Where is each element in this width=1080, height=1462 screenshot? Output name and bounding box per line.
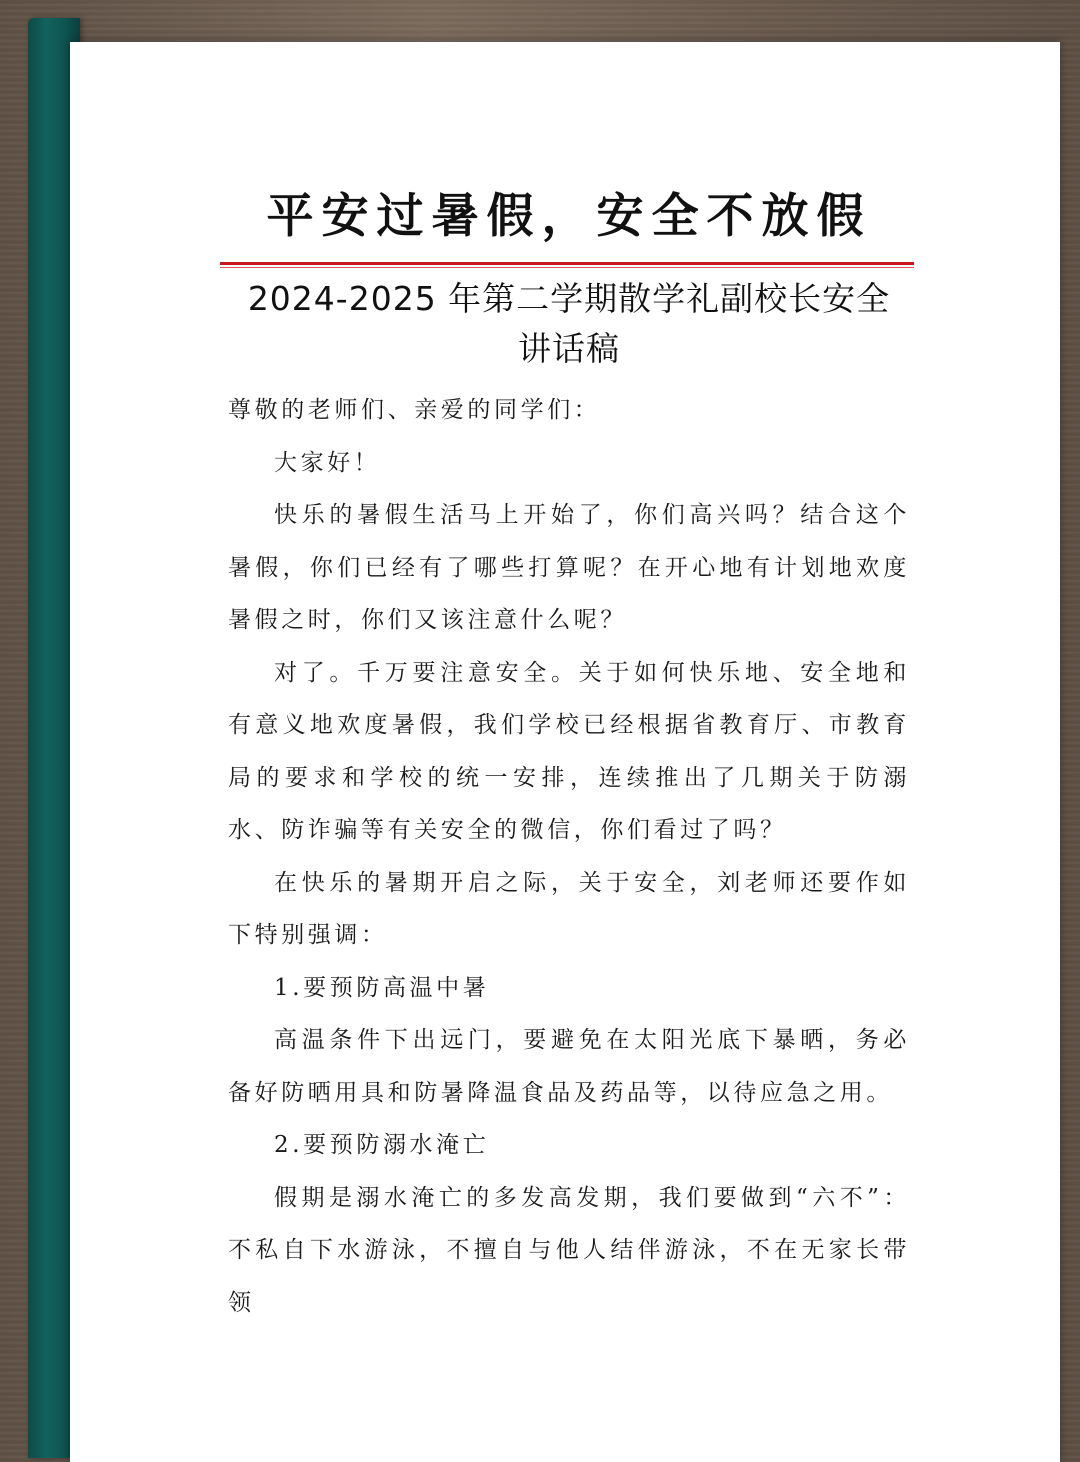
document-body xyxy=(228,384,910,1329)
document-content xyxy=(228,180,910,1329)
section-heading-2: 2.要预防溺水淹亡 xyxy=(274,1132,490,1158)
document-subtitle xyxy=(228,274,910,374)
subtitle-line-2: 讲话稿 xyxy=(518,329,620,368)
subtitle-line-1: 2024-2025 年第二学期散学礼副校长安全 xyxy=(247,279,891,318)
title-divider-thick xyxy=(220,262,914,265)
paragraph: 在快乐的暑期开启之际，关于安全，刘老师还要作如下特别强调： xyxy=(228,869,910,948)
greeting: 尊敬的老师们、亲爱的同学们： xyxy=(228,397,601,423)
paragraph: 假期是溺水淹亡的多发高发期，我们要做到“六不”：不私自下水游泳，不擅自与他人结伴游泳，不在无家长带领 xyxy=(228,1184,910,1316)
paragraph: 高温条件下出远门，要避免在太阳光底下暴晒，务必备好防晒用具和防暑降温食品及药品等，以待应急之用。 xyxy=(228,1027,910,1106)
title-divider xyxy=(220,262,914,268)
paragraph: 对了。千万要注意安全。关于如何快乐地、安全地和有意义地欢度暑假，我们学校已经根据省教育厅、市教育局的要求和学校的统一安排，连续推出了几期关于防溺水、防诈骗等有关安全的微信，你们看过了吗？ xyxy=(228,659,910,843)
title-divider-thin xyxy=(220,267,914,268)
document-title: 平安过暑假，安全不放假 xyxy=(266,189,872,244)
section-heading-1: 1.要预防高温中暑 xyxy=(274,974,490,1001)
paragraph: 快乐的暑假生活马上开始了，你们高兴吗？结合这个暑假，你们已经有了哪些打算呢？在开心地有计划地欢度暑假之时，你们又该注意什么呢？ xyxy=(228,502,910,633)
paragraph: 大家好！ xyxy=(274,449,381,476)
